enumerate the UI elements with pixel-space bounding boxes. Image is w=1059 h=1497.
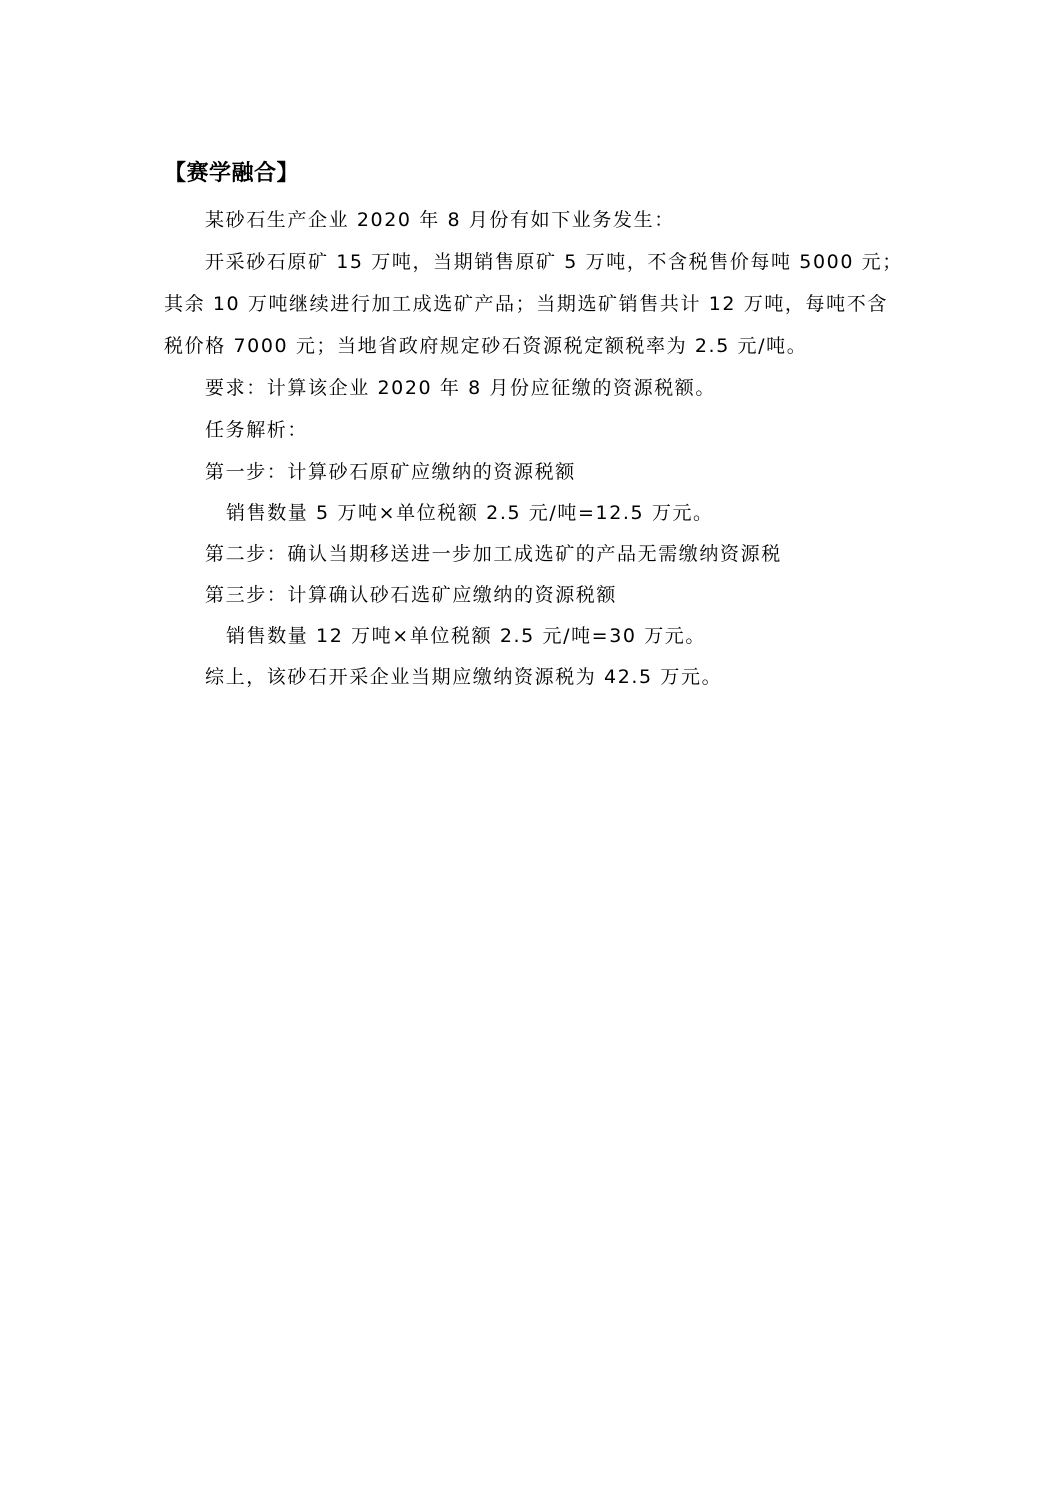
paragraph-intro: 某砂石生产企业 2020 年 8 月份有如下业务发生： xyxy=(205,209,675,231)
step-two-title: 第二步：确认当期移送进一步加工成选矿的产品无需缴纳资源税 xyxy=(205,543,782,565)
paragraph-analysis-label: 任务解析： xyxy=(205,419,309,441)
paragraph-conclusion: 综上，该砂石开采企业当期应缴纳资源税为 42.5 万元。 xyxy=(205,666,723,688)
step-one-title: 第一步：计算砂石原矿应缴纳的资源税额 xyxy=(205,461,576,483)
paragraph-business-line-3: 税价格 7000 元；当地省政府规定砂石资源税定额税率为 2.5 元/吨。 xyxy=(164,335,808,357)
step-three-calculation: 销售数量 12 万吨×单位税额 2.5 元/吨=30 万元。 xyxy=(226,625,707,647)
paragraph-business-line-1: 开采砂石原矿 15 万吨，当期销售原矿 5 万吨，不含税售价每吨 5000 元； xyxy=(205,251,903,273)
paragraph-requirement: 要求：计算该企业 2020 年 8 月份应征缴的资源税额。 xyxy=(205,377,717,399)
section-heading: 【赛学融合】 xyxy=(164,161,300,186)
step-three-title: 第三步：计算确认砂石选矿应缴纳的资源税额 xyxy=(205,584,618,606)
paragraph-business-line-2: 其余 10 万吨继续进行加工成选矿产品；当期选矿销售共计 12 万吨，每吨不含 xyxy=(164,293,888,315)
step-one-calculation: 销售数量 5 万吨×单位税额 2.5 元/吨=12.5 万元。 xyxy=(226,502,714,524)
